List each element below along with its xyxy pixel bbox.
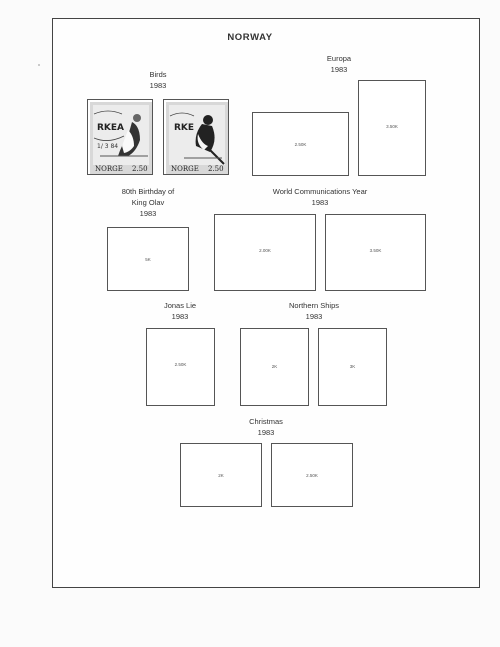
jonas-lie-title: Jonas Lie [163,301,197,310]
stamp-slot-jonas-lie [146,328,215,406]
postmark-date: 1/ 3 84 [97,143,119,150]
christmas-year: 1983 [257,428,275,437]
stamp-slot-europa-1 [252,112,349,176]
stamp-slot-wcy-2 [325,214,426,291]
birds-year: 1983 [149,81,167,90]
world-comm-title: World Communications Year [272,187,368,196]
stamp-birds-2 [163,99,229,175]
stamp-slot-christmas-2 [271,443,353,507]
stamp-slot-king-olav [107,227,189,291]
jonas-lie-year: 1983 [171,312,189,321]
stamp-slot-ships-2 [318,328,387,406]
king-olav-year: 1983 [139,209,157,218]
stamp-value: 2.50 [132,165,148,173]
slot-value: 3.50K [369,248,382,253]
stamp-slot-wcy-1 [214,214,316,291]
stamp-slot-ships-1 [240,328,309,406]
stamp-birds-2-image [164,100,230,176]
slot-value: 5K [145,256,151,262]
northern-ships-title: Northern Ships [288,301,340,310]
king-olav-heading [108,186,188,219]
postmark-text: RKEA [97,123,125,133]
stamp-slot-christmas-1 [180,443,262,507]
northern-ships-year: 1983 [305,312,323,321]
stamp-country: NORGE [171,165,199,173]
slot-value: 2K [218,472,224,478]
world-comm-year: 1983 [311,198,329,207]
king-olav-title-line1: 80th Birthday of [121,187,175,196]
postmark-text: RKE [174,123,195,133]
europa-title: Europa [326,54,352,63]
birds-title: Birds [149,70,167,79]
slot-value: 3K [349,364,356,369]
stamp-slot-europa-2 [358,80,426,176]
jonas-lie-heading [150,300,210,322]
europa-year: 1983 [330,65,348,74]
world-comm-heading [250,186,390,208]
king-olav-title-line2: King Olav [131,198,165,207]
birds-heading [128,69,188,91]
northern-ships-heading [274,300,354,322]
christmas-heading [236,416,296,438]
slot-value: 3.50K [386,124,398,129]
stamp-country: NORGE [95,165,123,173]
slot-value: 2K [271,364,278,369]
stamp-birds-1-image [88,100,154,176]
slot-value: 2.50K [294,141,307,147]
christmas-title: Christmas [249,417,283,426]
scan-dot [38,64,40,66]
stamp-birds-1 [87,99,153,175]
slot-value: 2.00K [259,248,271,253]
stamp-value: 2.50 [208,165,224,173]
page-title: NORWAY [227,32,273,43]
slot-value: 2.50K [174,362,187,367]
slot-value: 2.50K [306,472,318,478]
europa-heading [309,53,369,75]
